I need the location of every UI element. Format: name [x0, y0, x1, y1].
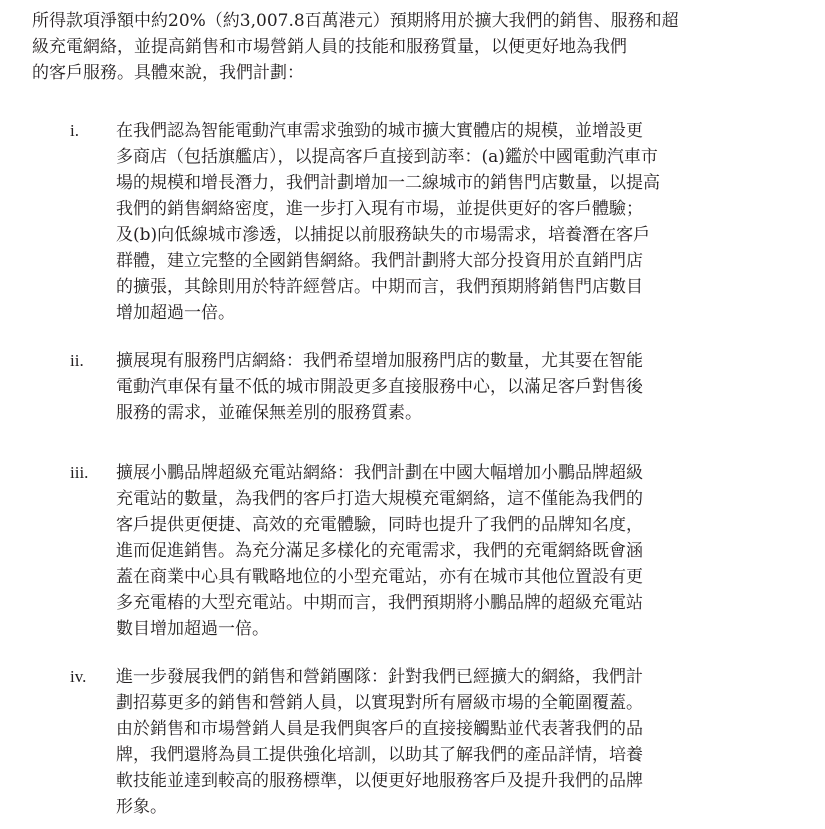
- text-line: 的擴張，其餘則用於特許經營店。中期而言，我們預期將銷售門店數目: [116, 277, 643, 297]
- text-line: 電動汽車保有量不低的城市開設更多直接服務中心，以滿足客戶對售後: [116, 377, 643, 397]
- text-line: 擴展現有服務門店網絡：我們希望增加服務門店的數量，尤其要在智能: [116, 351, 643, 371]
- list-marker: ii.: [70, 351, 84, 370]
- text-line: 數目增加超過一倍。: [116, 619, 269, 639]
- list-item-text: [116, 664, 766, 820]
- text-line: 客戶提供更便捷、高效的充電體驗，同時也提升了我們的品牌知名度，: [116, 515, 643, 535]
- text-line: 多充電樁的大型充電站。中期而言，我們預期將小鵬品牌的超級充電站: [116, 593, 643, 613]
- text-line: 軟技能並達到較高的服務標準，以便更好地服務客戶及提升我們的品牌: [116, 771, 643, 791]
- list-marker: i.: [70, 121, 79, 140]
- list-marker: iv.: [70, 667, 87, 686]
- document-page: [32, 8, 782, 817]
- text-line: 在我們認為智能電動汽車需求強勁的城市擴大實體店的規模，並增設更: [116, 121, 643, 141]
- list-item-text: [116, 118, 766, 326]
- text-line: 我們的銷售網絡密度，進一步打入現有市場，並提供更好的客戶體驗；: [116, 199, 643, 219]
- intro-line: 的客戶服務。具體來說，我們計劃：: [32, 63, 304, 83]
- text-line: 進一步發展我們的銷售和營銷團隊：針對我們已經擴大的網絡，我們計: [116, 667, 643, 687]
- text-line: 及(b)向低線城市滲透，以捕捉以前服務缺失的市場需求，培養潛在客戶: [116, 225, 651, 245]
- intro-line: 級充電網絡，並提高銷售和市場營銷人員的技能和服務質量，以便更好地為我們: [32, 37, 627, 57]
- text-line: 進而促進銷售。為充分滿足多樣化的充電需求，我們的充電網絡既會涵: [116, 541, 643, 561]
- text-line: 群體，建立完整的全國銷售網絡。我們計劃將大部分投資用於直銷門店: [116, 251, 643, 271]
- intro-paragraph: [32, 8, 782, 86]
- text-line: 牌，我們還將為員工提供強化培訓，以助其了解我們的產品詳情，培養: [116, 745, 643, 765]
- text-line: 劃招募更多的銷售和營銷人員，以實現對所有層級市場的全範圍覆蓋。: [116, 693, 643, 713]
- text-line: 增加超過一倍。: [116, 303, 235, 323]
- list-item-text: [116, 348, 766, 426]
- text-line: 場的規模和增長潛力，我們計劃增加一二線城市的銷售門店數量，以提高: [116, 173, 660, 193]
- text-line: 服務的需求，並確保無差別的服務質素。: [116, 403, 422, 423]
- intro-line: 所得款項淨額中約20%（約3,007.8百萬港元）預期將用於擴大我們的銷售、服務和超: [32, 11, 679, 31]
- text-line: 充電站的數量，為我們的客戶打造大規模充電網絡，這不僅能為我們的: [116, 489, 643, 509]
- list-marker: iii.: [70, 463, 89, 482]
- text-line: 由於銷售和市場營銷人員是我們與客戶的直接接觸點並代表著我們的品: [116, 719, 643, 739]
- text-line: 形象。: [116, 797, 167, 817]
- text-line: 多商店（包括旗艦店），以提高客戶直接到訪率：(a)鑑於中國電動汽車市: [116, 147, 658, 167]
- text-line: 擴展小鵬品牌超級充電站網絡：我們計劃在中國大幅增加小鵬品牌超級: [116, 463, 643, 483]
- list-item-text: [116, 460, 766, 642]
- text-line: 蓋在商業中心具有戰略地位的小型充電站，亦有在城市其他位置設有更: [116, 567, 643, 587]
